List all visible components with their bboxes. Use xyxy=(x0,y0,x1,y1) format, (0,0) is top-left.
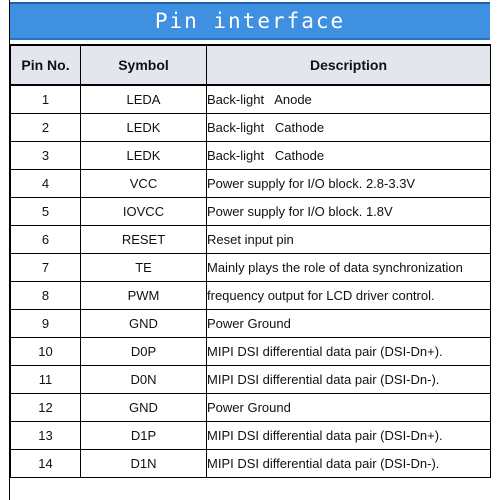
symbol-cell: D0N xyxy=(81,366,207,394)
table-row xyxy=(11,422,491,450)
description-cell: Mainly plays the role of data synchronization xyxy=(207,254,491,282)
pin-number-cell: 11 xyxy=(11,366,81,394)
pin-number-cell: 2 xyxy=(11,114,81,142)
description-cell: Back-light Cathode xyxy=(207,142,491,170)
header-description: Description xyxy=(207,45,491,85)
description-cell: Power supply for I/O block. 1.8V xyxy=(207,198,491,226)
banner-title: Pin interface xyxy=(154,9,346,33)
pin-number-cell: 12 xyxy=(11,394,81,422)
symbol-cell: IOVCC xyxy=(81,198,207,226)
table-row xyxy=(11,170,491,198)
symbol-cell: PWM xyxy=(81,282,207,310)
table-header xyxy=(11,45,491,85)
symbol-cell: RESET xyxy=(81,226,207,254)
symbol-cell: D1P xyxy=(81,422,207,450)
pin-number-cell: 4 xyxy=(11,170,81,198)
description-cell: MIPI DSI differential data pair (DSI-Dn-). xyxy=(207,450,491,478)
table-row xyxy=(11,254,491,282)
symbol-cell: GND xyxy=(81,394,207,422)
description-cell: MIPI DSI differential data pair (DSI-Dn+). xyxy=(207,422,491,450)
pin-number-cell: 1 xyxy=(11,85,81,114)
table-row xyxy=(11,198,491,226)
table-row xyxy=(11,338,491,366)
description-cell: MIPI DSI differential data pair (DSI-Dn-). xyxy=(207,366,491,394)
description-cell: Reset input pin xyxy=(207,226,491,254)
table-row xyxy=(11,394,491,422)
table-row xyxy=(11,226,491,254)
description-cell: Power Ground xyxy=(207,394,491,422)
header-symbol: Symbol xyxy=(81,45,207,85)
table-row xyxy=(11,310,491,338)
table-row xyxy=(11,450,491,478)
symbol-cell: D0P xyxy=(81,338,207,366)
pin-number-cell: 6 xyxy=(11,226,81,254)
pin-number-cell: 10 xyxy=(11,338,81,366)
description-cell: Power Ground xyxy=(207,310,491,338)
symbol-cell: LEDA xyxy=(81,85,207,114)
description-cell: MIPI DSI differential data pair (DSI-Dn+). xyxy=(207,338,491,366)
symbol-cell: D1N xyxy=(81,450,207,478)
table-row xyxy=(11,142,491,170)
symbol-cell: GND xyxy=(81,310,207,338)
symbol-cell: TE xyxy=(81,254,207,282)
pin-number-cell: 3 xyxy=(11,142,81,170)
symbol-cell: LEDK xyxy=(81,114,207,142)
header-row xyxy=(11,45,491,85)
table-body xyxy=(11,85,491,478)
pin-number-cell: 14 xyxy=(11,450,81,478)
pin-number-cell: 5 xyxy=(11,198,81,226)
description-cell: frequency output for LCD driver control. xyxy=(207,282,491,310)
description-cell: Power supply for I/O block. 2.8-3.3V xyxy=(207,170,491,198)
pin-number-cell: 9 xyxy=(11,310,81,338)
pin-number-cell: 7 xyxy=(11,254,81,282)
header-pin-no: Pin No. xyxy=(11,45,81,85)
symbol-cell: LEDK xyxy=(81,142,207,170)
pin-number-cell: 13 xyxy=(11,422,81,450)
pin-interface-table xyxy=(10,44,491,478)
description-cell: Back-light Cathode xyxy=(207,114,491,142)
title-banner xyxy=(10,2,490,40)
symbol-cell: VCC xyxy=(81,170,207,198)
table-row xyxy=(11,366,491,394)
table-row xyxy=(11,114,491,142)
table-row xyxy=(11,85,491,114)
pin-number-cell: 8 xyxy=(11,282,81,310)
description-cell: Back-light Anode xyxy=(207,85,491,114)
table-row xyxy=(11,282,491,310)
